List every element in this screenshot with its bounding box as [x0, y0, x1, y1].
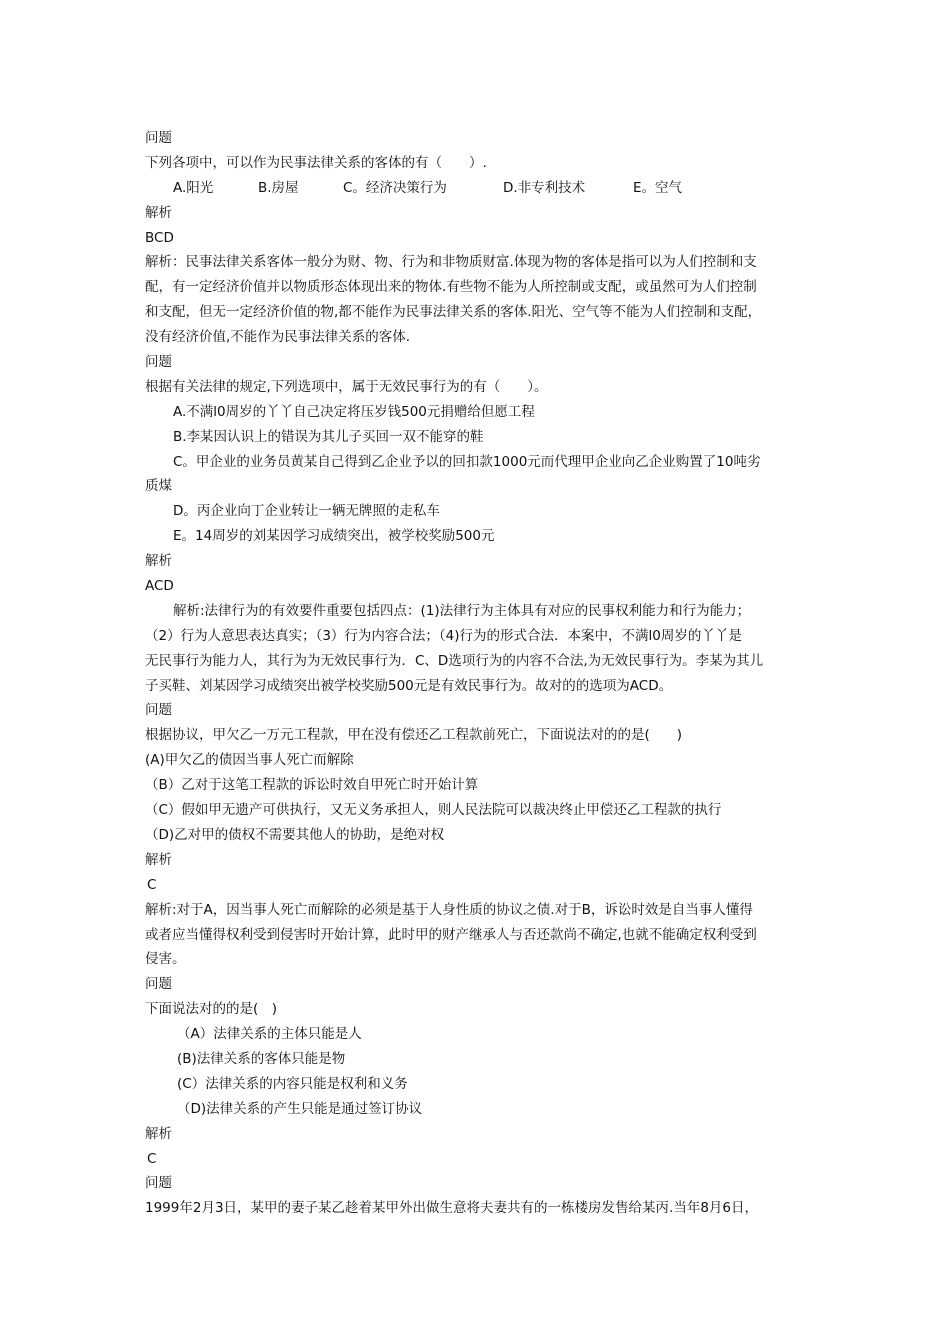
explanation-line: 解析：民事法律关系客体一般分为财、物、行为和非物质财富.体现为物的客体是指可以为人们控制和支 [145, 254, 757, 271]
explanation-line: （2）行为人意思表达真实；（3）行为内容合法；（4)行为的形式合法．本案中，不满l0周岁的丫丫是 [145, 627, 742, 644]
answer: ACD [145, 578, 174, 595]
question-stem: 根据有关法律的规定,下列选项中，属于无效民事行为的有（ ）。 [145, 378, 548, 395]
question-label: 问题 [145, 976, 172, 993]
analysis-label: 解析 [145, 1125, 172, 1142]
option-c: C。甲企业的业务员黄某自己得到乙企业予以的回扣款1000元而代理甲企业向乙企业购置了10吨劣 [173, 453, 761, 470]
explanation-line: 配，有一定经济价值并以物质形态体现出来的物体.有些物不能为人所控制或支配，或虽然可为人们控制 [145, 279, 757, 296]
option-a: A.阳光 [173, 179, 214, 196]
option-c: (C）法律关系的内容只能是权利和义务 [177, 1075, 408, 1092]
question-stem: 下列各项中，可以作为民事法律关系的客体的有（ ）. [145, 154, 487, 171]
explanation-line: 没有经济价值,不能作为民事法律关系的客体. [145, 329, 411, 346]
question-stem: 根据协议，甲欠乙一万元工程款，甲在没有偿还乙工程款前死亡，下面说法对的的是( ) [145, 727, 683, 744]
analysis-label: 解析 [145, 851, 172, 868]
option-e: E。空气 [633, 179, 683, 196]
option-a: （A）法律关系的主体只能是人 [177, 1026, 362, 1043]
explanation-line: 解析:对于A，因当事人死亡而解除的必须是基于人身性质的协议之债.对于B，诉讼时效是自当事人懂得 [145, 901, 753, 918]
explanation-line: 或者应当懂得权利受到侵害时开始计算，此时甲的财产继承人与否还款尚不确定,也就不能确定权利受到 [145, 926, 757, 943]
explanation-line: 和支配，但无一定经济价值的物,都不能作为民事法律关系的客体.阳光、空气等不能为人们控制和支配， [145, 304, 762, 321]
option-a: (A)甲欠乙的债因当事人死亡而解除 [145, 752, 354, 769]
explanation-line: 无民事行为能力人，其行为为无效民事行为．C、D选项行为的内容不合法,为无效民事行为。李某为其儿 [145, 652, 764, 669]
option-b: B.房屋 [258, 179, 299, 196]
answer: C [147, 876, 157, 893]
answer: C [147, 1150, 157, 1167]
option-c-continued: 质煤 [145, 478, 172, 495]
option-c: C。经济决策行为 [343, 179, 447, 196]
question-stem: 下面说法对的的是( ) [145, 1001, 278, 1018]
analysis-label: 解析 [145, 204, 172, 221]
option-c: （C）假如甲无遗产可供执行，又无义务承担人，则人民法院可以裁决终止甲偿还乙工程款的执行 [145, 802, 722, 819]
question-label: 问题 [145, 1175, 172, 1192]
explanation-line: 解析:法律行为的有效要件重要包括四点：(1)法律行为主体具有对应的民事权利能力和行为能力； [173, 602, 751, 619]
analysis-label: 解析 [145, 553, 172, 570]
option-d: （D)法律关系的产生只能是通过签订协议 [177, 1100, 423, 1117]
option-e: E。14周岁的刘某因学习成绩突出，被学校奖励500元 [173, 528, 495, 545]
question-label: 问题 [145, 130, 172, 146]
explanation-line: 侵害。 [145, 951, 186, 968]
option-list [145, 176, 810, 201]
option-d: D.非专利技术 [503, 179, 586, 196]
option-b: (B)法律关系的客体只能是物 [177, 1050, 346, 1067]
question-label: 问题 [145, 354, 172, 371]
explanation-line: 子买鞋、刘某因学习成绩突出被学校奖励500元是有效民事行为。故对的的选项为ACD。 [145, 677, 673, 694]
question-label: 问题 [145, 702, 172, 719]
option-b: B.李某因认识上的错误为其儿子买回一双不能穿的鞋 [173, 428, 484, 445]
answer: BCD [145, 229, 174, 246]
document-body [145, 126, 810, 1221]
option-d: D。丙企业向丁企业转让一辆无牌照的走私车 [173, 503, 440, 520]
question-stem: 1999年2月3日，某甲的妻子某乙趁着某甲外出做生意将夫妻共有的一栋楼房发售给某丙.当年8月6日， [145, 1200, 759, 1217]
option-b: （B）乙对于这笔工程款的诉讼时效自甲死亡时开始计算 [145, 777, 479, 794]
option-a: A.不满l0周岁的丫丫自己决定将压岁钱500元捐赠给但愿工程 [173, 403, 535, 420]
option-d: （D)乙对甲的债权不需要其他人的协助，是绝对权 [145, 826, 445, 843]
